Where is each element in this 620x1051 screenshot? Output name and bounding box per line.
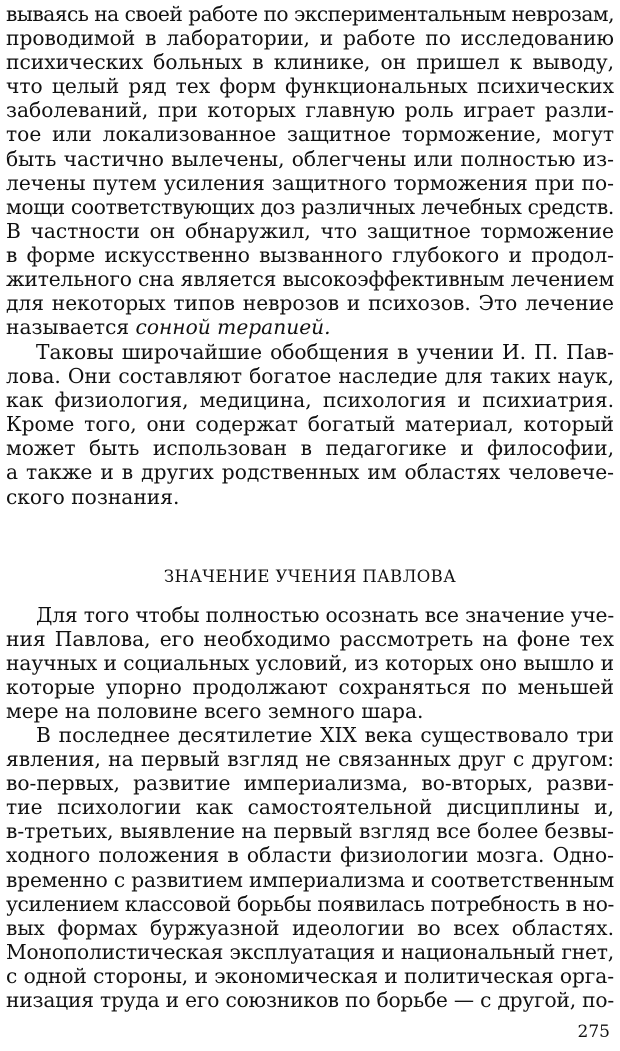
text-line: а также и в других родственных им областях человече- [6, 460, 614, 485]
text-line: может быть использован в педагогике и философии, [6, 436, 614, 461]
text-line: научных и социальных условий, из которых оно вышло и [6, 651, 614, 676]
text-line: явления, на первый взгляд не связанных друг с другом: [6, 747, 614, 772]
text-line: усилением классовой борьбы появилась потребность в но- [6, 891, 614, 916]
text-line: для некоторых типов неврозов и психозов. Это лечение [6, 291, 614, 316]
page-number: 275 [577, 1022, 610, 1042]
text-line: быть частично вылечены, облегчены или полностью из- [6, 146, 614, 171]
text-line: что целый ряд тех форм функциональных психических [6, 74, 614, 99]
text-line: лова. Они составляют богатое наследие для таких наук, [6, 364, 614, 389]
text-line: Таковы широчайшие обобщения в учении И. П. Пав- [36, 340, 614, 364]
text-line: в-третьих, выявление на первый взгляд все более безвы- [6, 819, 614, 844]
text-line: В последнее десятилетие XIX века существовало три [36, 723, 614, 747]
text-line: жительного сна является высокоэффективным лечением [6, 267, 614, 292]
text-line: мере на половине всего земного шара. [6, 699, 424, 724]
text-line: вываясь на своей работе по экспериментальным неврозам, [6, 2, 614, 26]
text-line: ходного положения в области физиологии мозга. Одно- [6, 843, 614, 868]
section-heading: ЗНАЧЕНИЕ УЧЕНИЯ ПАВЛОВА [163, 567, 457, 586]
text-line: тие психологии как самостоятельной дисциплины и, [6, 795, 614, 820]
text-line: которые упорно продолжают сохраняться по меньшей [6, 675, 614, 700]
text-line: заболеваний, при которых главную роль играет разли- [6, 98, 614, 123]
text-line: лечены путем усиления защитного торможения при по- [6, 170, 614, 195]
text-line: ния Павлова, его необходимо рассмотреть на фоне тех [6, 627, 614, 652]
text-line: низация труда и его союзников по борьбе — с другой, по- [6, 988, 614, 1013]
text-line: как физиология, медицина, психология и психиатрия. [6, 388, 614, 413]
paragraph-experimental-neuroses [6, 2, 614, 339]
text-line: мощи соответствующих доз различных лечебных средств. [6, 194, 614, 219]
text-line: Кроме того, они содержат богатый материал, который [6, 412, 614, 437]
text-line: вых формах буржуазной идеологии во всех областях. [6, 915, 614, 940]
paragraph-nineteenth-century [6, 723, 614, 1012]
text-line: психических больных в клинике, он пришел к выводу, [6, 50, 614, 75]
text-line: Монополистическая эксплуатация и национальный гнет, [6, 939, 614, 964]
text-line: в форме искусственно вызванного глубокого и продол- [6, 242, 614, 267]
text-line: Для того чтобы полностью осознать все значение уче- [36, 603, 614, 627]
text-line: ского познания. [6, 484, 180, 509]
text-line-final [6, 315, 614, 339]
text-line: тое или локализованное защитное торможение, могут [6, 122, 614, 147]
text-line: проводимой в лаборатории, и работе по исследованию [6, 26, 614, 51]
paragraph-pavlov-generalizations [6, 340, 614, 509]
text-line: во-первых, развитие империализма, во-вторых, разви- [6, 771, 614, 796]
paragraph-significance-intro [6, 603, 614, 723]
text-line: В частности он обнаружил, что защитное торможение [6, 218, 614, 243]
text-line: с одной стороны, и экономическая и политическая орга- [6, 963, 614, 988]
text-line-prefix: называется [6, 315, 136, 340]
text-line: временно с развитием империализма и соответственным [6, 867, 614, 892]
italic-term-sleep-therapy: сонной терапией. [135, 315, 331, 340]
